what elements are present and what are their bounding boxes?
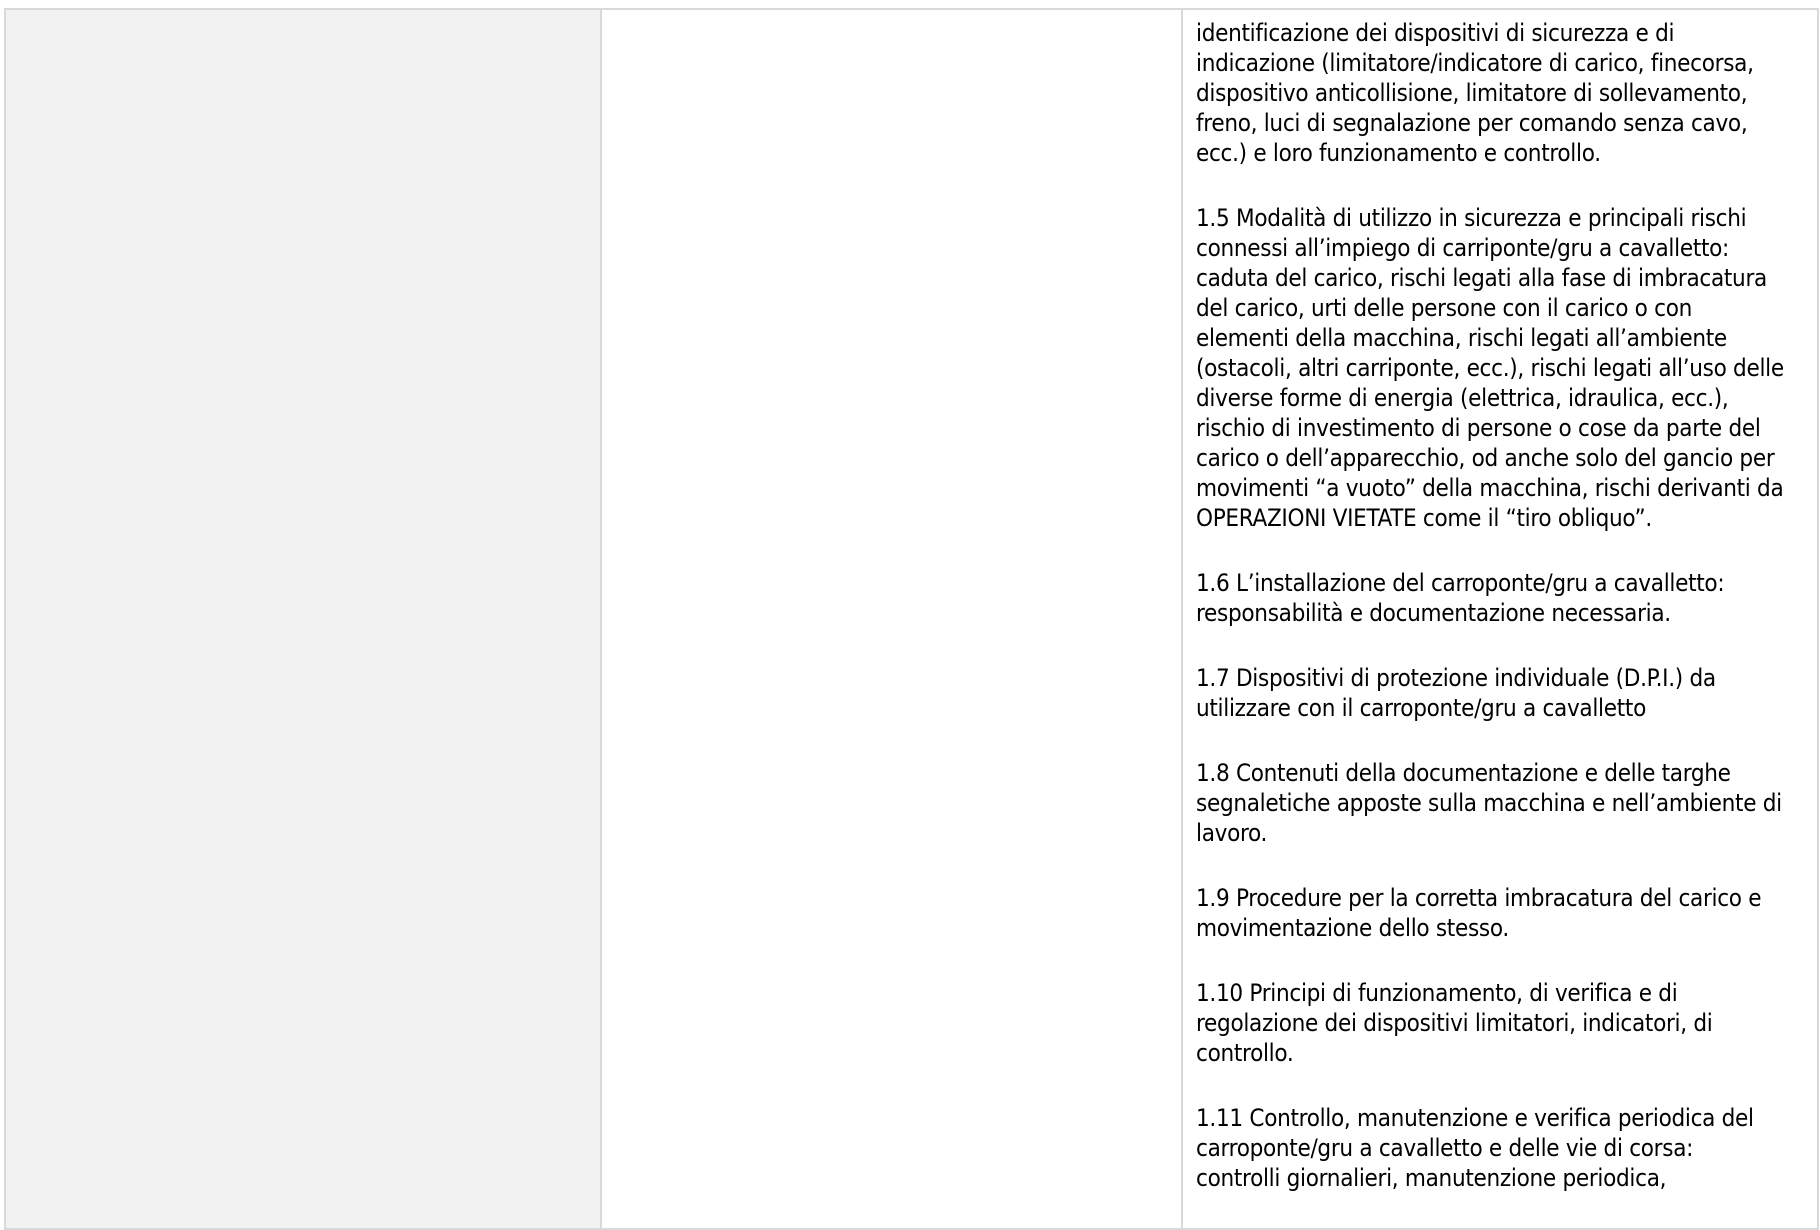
text-line: 1.11 Controllo, manutenzione e verifica periodica del	[1196, 1104, 1754, 1132]
text-line: movimenti “a vuoto” della macchina, rischi derivanti da	[1196, 474, 1784, 502]
topic-paragraph-1-7	[1196, 663, 1809, 723]
text-line: 1.9 Procedure per la corretta imbracatura del carico e	[1196, 884, 1762, 912]
text-line: controllo.	[1196, 1039, 1294, 1067]
text-line: segnaletiche apposte sulla macchina e nell’ambiente di	[1196, 789, 1782, 817]
text-line: controlli giornalieri, manutenzione periodica,	[1196, 1164, 1667, 1192]
topic-paragraph-1-8	[1196, 758, 1809, 848]
topic-paragraph-1-4-continued	[1196, 18, 1809, 168]
topic-paragraph-1-9	[1196, 883, 1809, 943]
topic-paragraph-1-5	[1196, 203, 1809, 533]
left-shaded-cell	[5, 9, 601, 1229]
text-line: connessi all’impiego di carriponte/gru a cavalletto:	[1196, 234, 1730, 262]
text-line: del carico, urti delle persone con il carico o con	[1196, 294, 1693, 322]
text-line: responsabilità e documentazione necessaria.	[1196, 599, 1671, 627]
text-line: ecc.) e loro funzionamento e controllo.	[1196, 139, 1601, 167]
text-line: 1.6 L’installazione del carroponte/gru a cavalletto:	[1196, 569, 1725, 597]
text-line: regolazione dei dispositivi limitatori, indicatori, di	[1196, 1009, 1713, 1037]
text-line: 1.7 Dispositivi di protezione individuale (D.P.I.) da	[1196, 664, 1716, 692]
text-line: indicazione (limitatore/indicatore di carico, finecorsa,	[1196, 49, 1754, 77]
text-line: 1.8 Contenuti della documentazione e delle targhe	[1196, 759, 1731, 787]
text-line: 1.5 Modalità di utilizzo in sicurezza e principali rischi	[1196, 204, 1747, 232]
text-line: 1.10 Principi di funzionamento, di verifica e di	[1196, 979, 1678, 1007]
topic-paragraph-1-6	[1196, 568, 1809, 628]
text-line: utilizzare con il carroponte/gru a cavalletto	[1196, 694, 1646, 722]
table-row	[5, 9, 1818, 1229]
middle-empty-cell	[601, 9, 1182, 1229]
text-line: elementi della macchina, rischi legati all’ambiente	[1196, 324, 1727, 352]
text-line: movimentazione dello stesso.	[1196, 914, 1509, 942]
topic-paragraph-1-11	[1196, 1103, 1809, 1193]
text-line: (ostacoli, altri carriponte, ecc.), rischi legati all’uso delle	[1196, 354, 1784, 382]
text-line: carroponte/gru a cavalletto e delle vie di corsa:	[1196, 1134, 1694, 1162]
text-line: OPERAZIONI VIETATE come il “tiro obliquo”.	[1196, 504, 1652, 532]
text-line: identificazione dei dispositivi di sicurezza e di	[1196, 19, 1675, 47]
text-line: freno, luci di segnalazione per comando senza cavo,	[1196, 109, 1748, 137]
text-line: diverse forme di energia (elettrica, idraulica, ecc.),	[1196, 384, 1729, 412]
text-line: caduta del carico, rischi legati alla fase di imbracatura	[1196, 264, 1767, 292]
text-line: carico o dell’apparecchio, od anche solo del gancio per	[1196, 444, 1775, 472]
topics-list	[1196, 18, 1809, 1193]
text-line: lavoro.	[1196, 819, 1268, 847]
text-line: rischio di investimento di persone o cose da parte del	[1196, 414, 1761, 442]
text-line: dispositivo anticollisione, limitatore di sollevamento,	[1196, 79, 1748, 107]
content-cell	[1182, 9, 1818, 1229]
course-content-table	[4, 8, 1819, 1230]
topic-paragraph-1-10	[1196, 978, 1809, 1068]
